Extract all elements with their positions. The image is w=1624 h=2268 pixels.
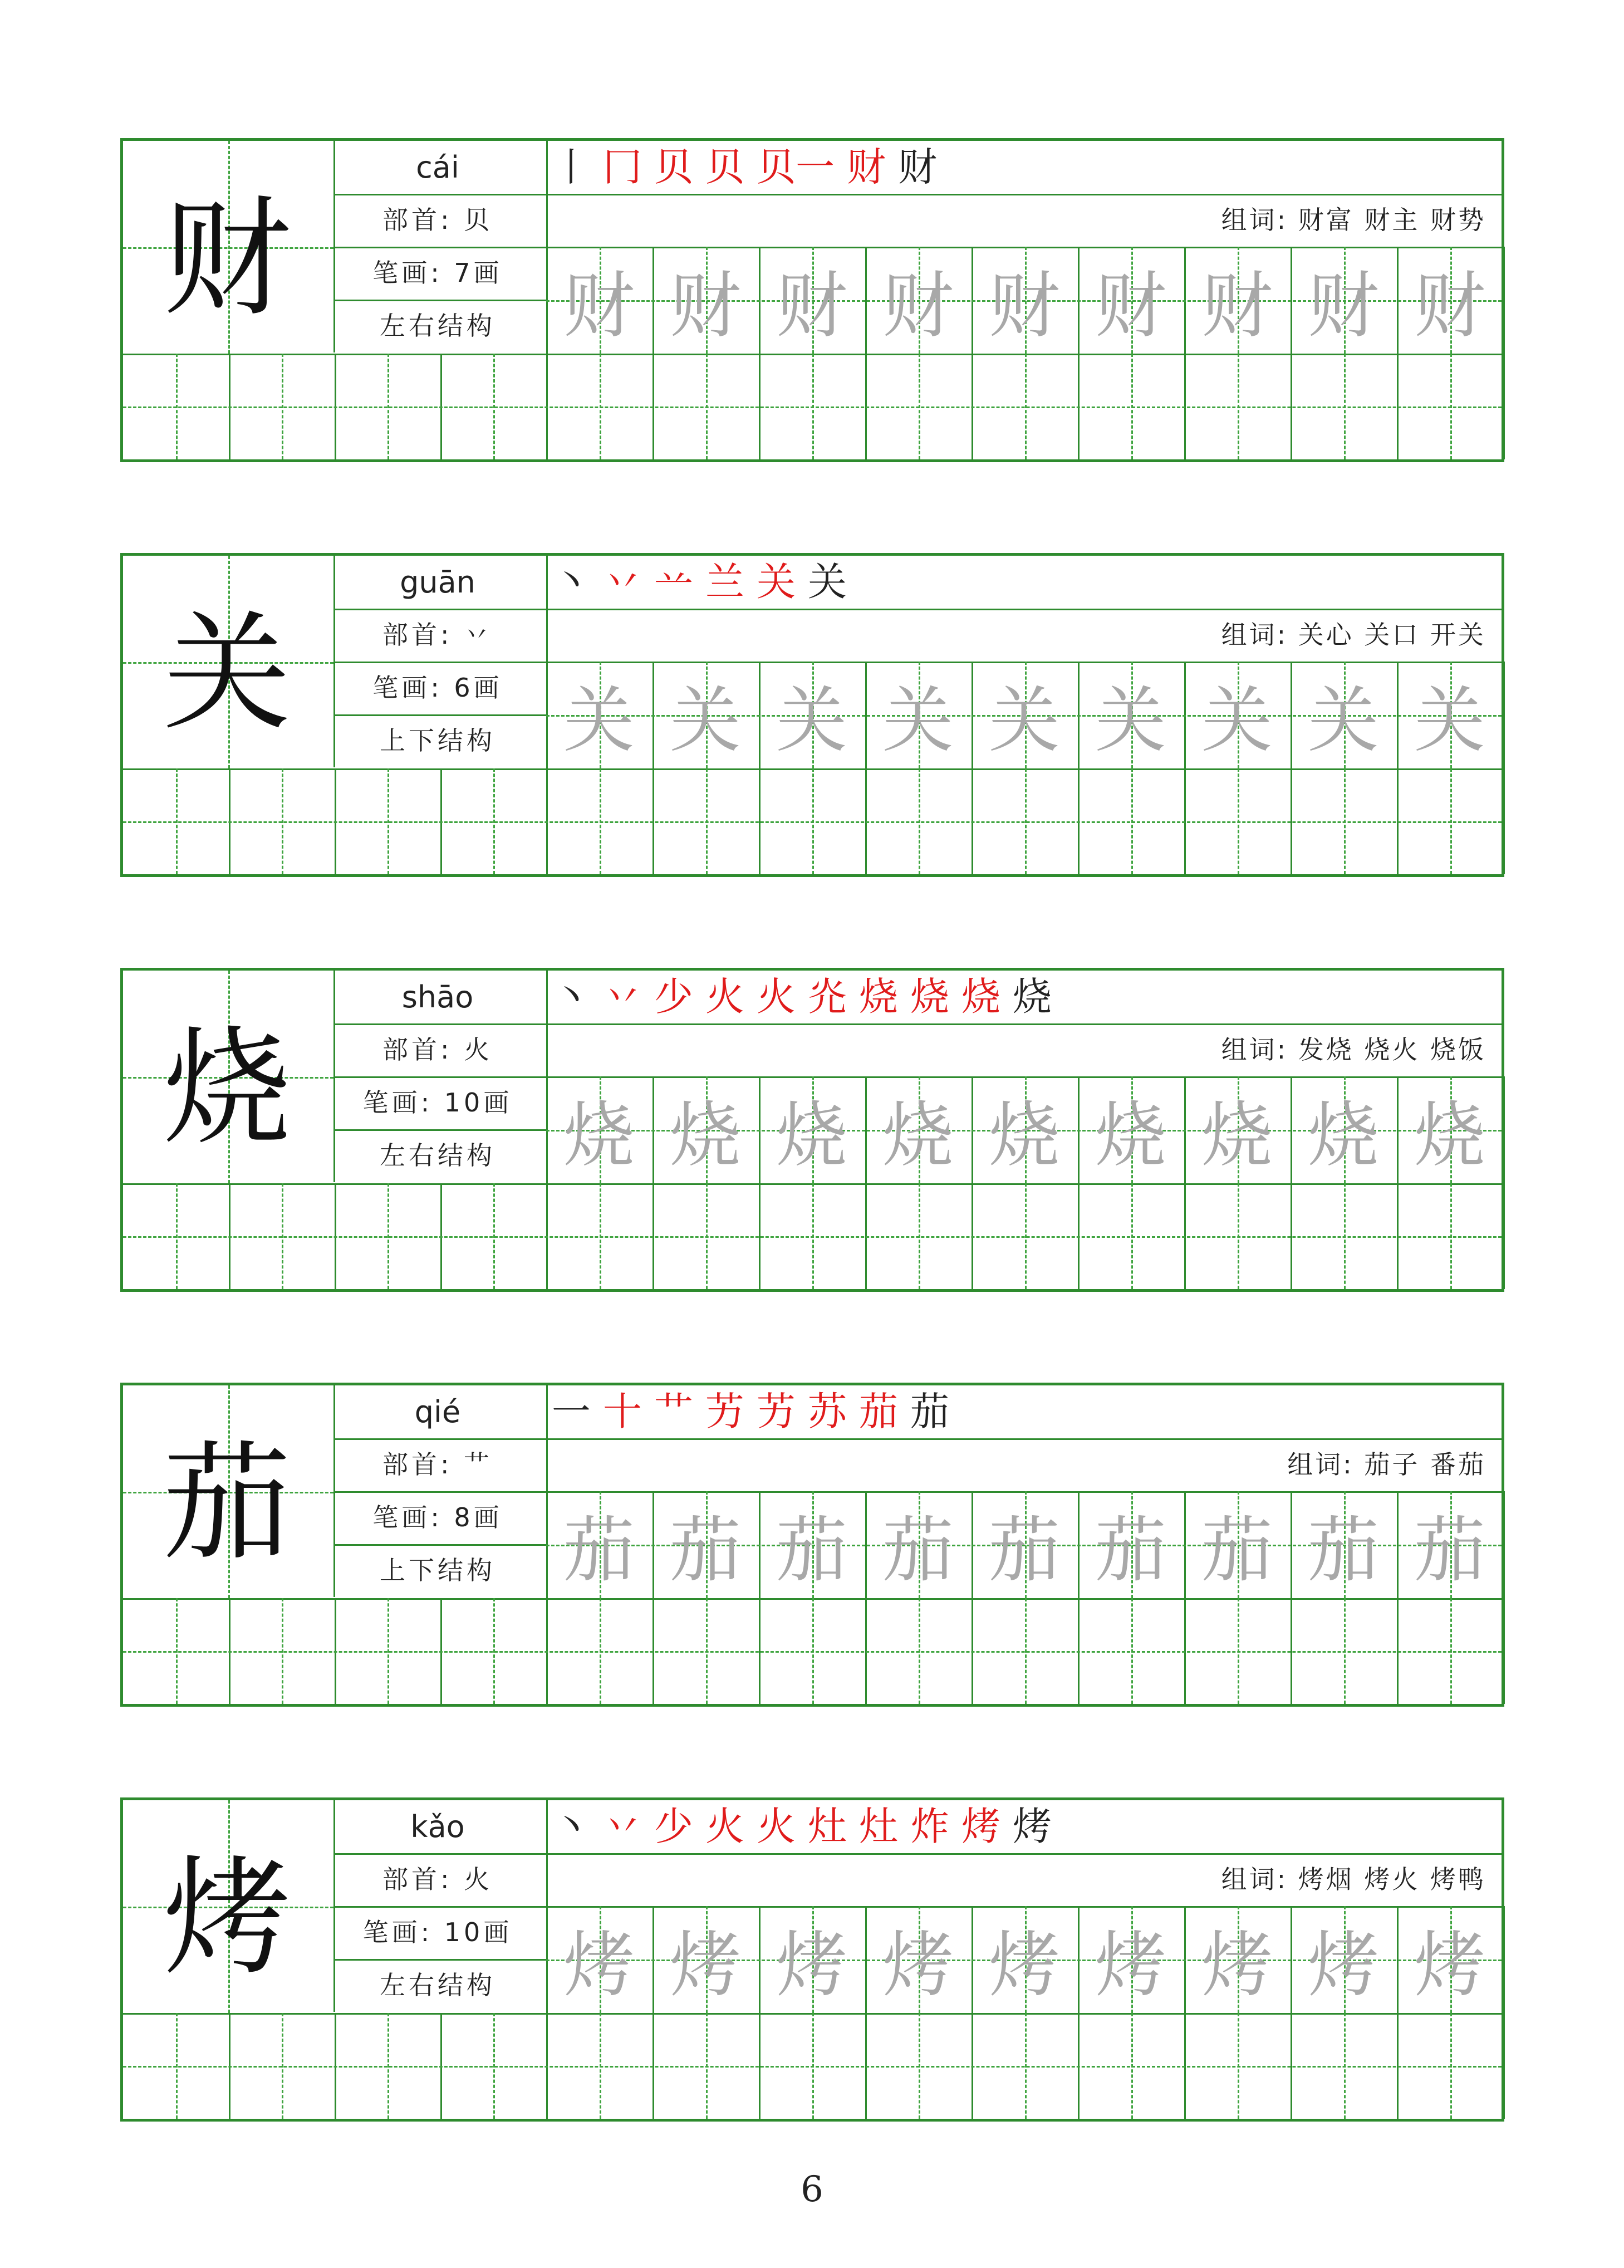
grid-line-h [123, 406, 1502, 408]
stroke-step: 灶 [859, 1804, 898, 1849]
trace-character: 关 [1095, 679, 1166, 762]
grid-line-h [123, 821, 1502, 823]
trace-character: 茄 [1307, 1509, 1379, 1592]
stroke-step: 艻 [705, 1389, 744, 1434]
trace-character: 茄 [882, 1509, 954, 1592]
stroke-count-label: 笔画: 7画 [372, 258, 503, 288]
stroke-step: 烤 [961, 1804, 1000, 1849]
trace-character: 烤 [1201, 1924, 1273, 2007]
model-character: 烤 [163, 1844, 291, 1993]
stroke-step: 丶 [552, 974, 591, 1020]
stroke-step: 十 [603, 1389, 642, 1434]
stroke-step: 丷 [603, 559, 642, 605]
character-card [120, 968, 1504, 1292]
stroke-step: 少 [654, 1804, 693, 1849]
stroke-step: 贝 [654, 144, 693, 190]
stroke-step: 火 [705, 1804, 744, 1849]
radical-label: 部首: 贝 [382, 205, 493, 235]
stroke-order [552, 1800, 1064, 1853]
stroke-step: 烧 [961, 974, 1000, 1020]
stroke-step: 财 [847, 144, 886, 190]
grid-line-h [123, 1236, 1502, 1238]
trace-character: 茄 [1414, 1509, 1485, 1592]
trace-character: 财 [1307, 264, 1379, 347]
character-card [120, 553, 1504, 877]
stroke-step: 关 [757, 559, 796, 605]
stroke-count-label: 笔画: 8画 [372, 1502, 503, 1532]
grid-line-v [1503, 662, 1505, 874]
trace-character: 烤 [882, 1924, 954, 2007]
stroke-count-label: 笔画: 6画 [372, 673, 503, 703]
trace-character: 财 [669, 264, 741, 347]
stroke-step: 䒑 [654, 559, 693, 605]
pinyin-label: shāo [401, 979, 474, 1015]
stroke-step: 少 [654, 974, 693, 1020]
grid-line-v [1503, 247, 1505, 459]
stroke-step: 冂 [603, 144, 642, 190]
trace-character: 烧 [1201, 1094, 1273, 1177]
trace-character: 烤 [669, 1924, 741, 2007]
trace-character: 关 [1414, 679, 1485, 762]
trace-character: 茄 [563, 1509, 635, 1592]
grid-line-v [1503, 1076, 1505, 1289]
pinyin-label: qié [414, 1394, 461, 1429]
model-character: 关 [163, 599, 291, 748]
pinyin-label: kǎo [410, 1809, 465, 1844]
grid-line-h [123, 1651, 1502, 1653]
trace-character: 财 [882, 264, 954, 347]
trace-character: 茄 [669, 1509, 741, 1592]
model-character: 茄 [163, 1429, 291, 1578]
stroke-step: 火 [757, 974, 796, 1020]
character-card [120, 1797, 1504, 2122]
trace-character: 关 [988, 679, 1060, 762]
trace-character: 关 [1307, 679, 1379, 762]
structure-label: 上下结构 [380, 1555, 495, 1585]
stroke-step: 灮 [808, 974, 847, 1020]
stroke-step: 贝一 [757, 144, 835, 190]
trace-character: 关 [563, 679, 635, 762]
stroke-step: 艹 [654, 1389, 693, 1434]
stroke-step: 茄 [910, 1389, 949, 1434]
stroke-step: 丷 [603, 1804, 642, 1849]
model-character: 烧 [163, 1014, 291, 1163]
trace-character: 烧 [1095, 1094, 1166, 1177]
trace-character: 茄 [776, 1509, 847, 1592]
radical-label: 部首: 火 [382, 1864, 493, 1894]
trace-character: 烤 [1095, 1924, 1166, 2007]
trace-character: 关 [669, 679, 741, 762]
character-card [120, 138, 1504, 462]
stroke-order [552, 1385, 961, 1438]
stroke-step: 关 [808, 559, 847, 605]
stroke-step: 炸 [910, 1804, 949, 1849]
grid-line-h [123, 2066, 1502, 2068]
example-words: 组词: 茄子 番茄 [1287, 1449, 1486, 1480]
structure-label: 左右结构 [380, 311, 495, 341]
structure-label: 上下结构 [380, 726, 495, 756]
trace-character: 关 [776, 679, 847, 762]
radical-label: 部首: 艹 [382, 1449, 493, 1480]
pinyin-label: cái [416, 150, 459, 185]
stroke-step: 财 [898, 144, 937, 190]
trace-character: 财 [1414, 264, 1485, 347]
stroke-count-label: 笔画: 10画 [362, 1088, 513, 1118]
stroke-step: 烧 [1013, 974, 1052, 1020]
stroke-step: 丶 [552, 559, 591, 605]
trace-character: 烧 [882, 1094, 954, 1177]
stroke-step: 苏 [808, 1389, 847, 1434]
trace-character: 茄 [1095, 1509, 1166, 1592]
stroke-step: 烧 [859, 974, 898, 1020]
stroke-step: 烤 [1013, 1804, 1052, 1849]
stroke-step: 丷 [603, 974, 642, 1020]
character-card [120, 1383, 1504, 1707]
trace-character: 烤 [776, 1924, 847, 2007]
stroke-step: 兰 [705, 559, 744, 605]
stroke-order [552, 971, 1064, 1023]
stroke-order [552, 141, 949, 194]
stroke-step: 火 [705, 974, 744, 1020]
trace-character: 财 [988, 264, 1060, 347]
radical-label: 部首: 丷 [382, 620, 493, 650]
structure-label: 左右结构 [380, 1970, 495, 2000]
page-number: 6 [801, 2169, 823, 2210]
stroke-step: 茄 [859, 1389, 898, 1434]
stroke-order [552, 556, 859, 609]
stroke-step: 丶 [552, 1804, 591, 1849]
example-words: 组词: 烤烟 烤火 烤鸭 [1221, 1864, 1486, 1894]
stroke-step: 一 [552, 1389, 591, 1434]
trace-character: 烧 [1307, 1094, 1379, 1177]
trace-character: 财 [776, 264, 847, 347]
grid-line-v [1503, 1491, 1505, 1704]
grid-line-v [1503, 1906, 1505, 2119]
trace-character: 烧 [988, 1094, 1060, 1177]
example-words: 组词: 关心 关口 开关 [1221, 620, 1486, 650]
stroke-step: 贝 [705, 144, 744, 190]
trace-character: 烤 [1307, 1924, 1379, 2007]
stroke-step: 丨 [552, 144, 591, 190]
trace-character: 关 [1201, 679, 1273, 762]
model-character: 财 [163, 184, 291, 334]
trace-character: 财 [1095, 264, 1166, 347]
stroke-step: 火 [757, 1804, 796, 1849]
trace-character: 烧 [1414, 1094, 1485, 1177]
radical-label: 部首: 火 [382, 1035, 493, 1065]
trace-character: 茄 [988, 1509, 1060, 1592]
trace-character: 烧 [563, 1094, 635, 1177]
trace-character: 烤 [563, 1924, 635, 2007]
trace-character: 财 [1201, 264, 1273, 347]
structure-label: 左右结构 [380, 1140, 495, 1170]
trace-character: 烧 [669, 1094, 741, 1177]
trace-character: 烧 [776, 1094, 847, 1177]
trace-character: 财 [563, 264, 635, 347]
trace-character: 关 [882, 679, 954, 762]
stroke-step: 艻 [757, 1389, 796, 1434]
trace-character: 烤 [1414, 1924, 1485, 2007]
stroke-step: 灶 [808, 1804, 847, 1849]
pinyin-label: guān [400, 565, 475, 600]
example-words: 组词: 财富 财主 财势 [1221, 205, 1486, 235]
example-words: 组词: 发烧 烧火 烧饭 [1221, 1035, 1486, 1065]
trace-character: 烤 [988, 1924, 1060, 2007]
trace-character: 茄 [1201, 1509, 1273, 1592]
stroke-count-label: 笔画: 10画 [362, 1917, 513, 1947]
stroke-step: 烧 [910, 974, 949, 1020]
